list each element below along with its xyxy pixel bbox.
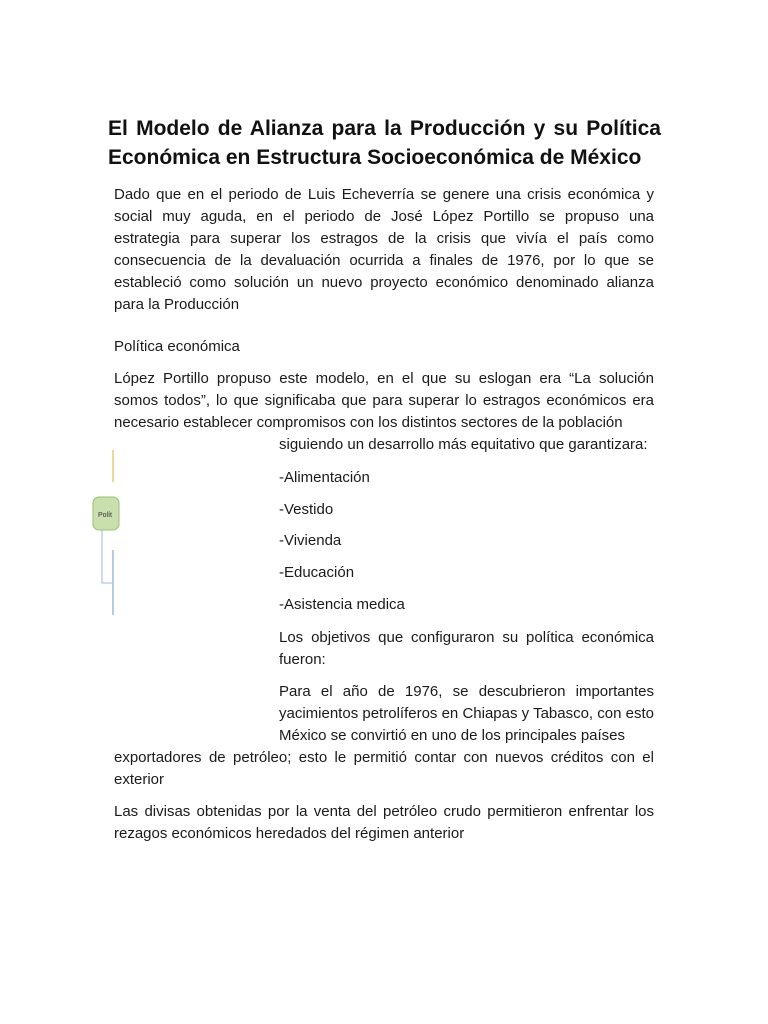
need-item-medical: -Asistencia medica	[279, 596, 405, 613]
objectives-intro: Los objetivos que configuraron su política económica fueron:	[279, 629, 654, 668]
need-item-education: -Educación	[279, 564, 355, 581]
final-paragraph: Las divisas obtenidas por la venta del petróleo crudo permitieron enfrentar los rezagos económicos heredados del régimen anterior	[114, 803, 654, 842]
intro-paragraph: Dado que en el periodo de Luis Echeverría se genere una crisis económica y social muy aguda, en el periodo de José López Portillo se propuso una estrategia para superar los estragos de la crisis que vivía el país como consecuencia de la devaluación ocurrida a finales de 1976, por lo que se estableció como solución un nuevo proyecto económico denominado alianza para la Producción	[114, 186, 654, 313]
model-paragraph-continuation: siguiendo un desarrollo más equitativo que garantizara:	[279, 436, 648, 453]
document-title: El Modelo de Alianza para la Producción y su Política Económica en Estructura Socioeconómica de México	[108, 117, 661, 169]
connector-line	[102, 530, 112, 583]
oil-paragraph-part1: Para el año de 1976, se descubrieron importantes yacimientos petrolíferos en Chiapas y Tabasco, con esto México se convirtió en uno de los principales países	[279, 683, 654, 744]
concept-node-label: Polít	[98, 512, 113, 519]
model-paragraph: López Portillo propuso este modelo, en el que su eslogan era “La solución somos todos”, lo que significaba que para superar lo estragos económicos era necesario establecer compromisos con los distintos sectores de la población	[114, 370, 654, 431]
need-item-clothing: -Vestido	[279, 501, 334, 518]
section-heading: Política económica	[114, 338, 240, 355]
oil-paragraph-part2: exportadores de petróleo; esto le permitió contar con nuevos créditos con el exterior	[114, 749, 654, 788]
concept-map-fragment	[92, 445, 122, 620]
need-item-housing: -Vivienda	[279, 532, 342, 549]
need-item-food: -Alimentación	[279, 469, 370, 486]
